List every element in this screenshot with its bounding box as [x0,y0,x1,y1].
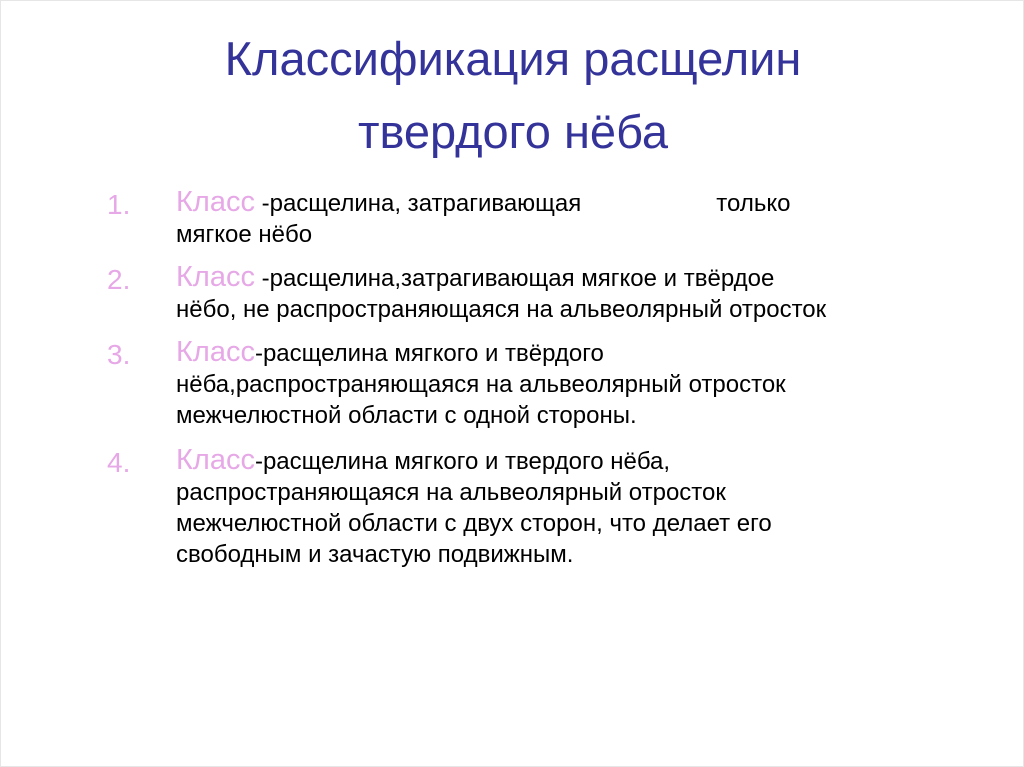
list-item-line: межчелюстной области с одной стороны. [176,402,637,429]
list-item-line [176,337,976,369]
list-item-line: распространяющаяся на альвеолярный отросток [176,479,726,506]
slide-title-line-2: твердого нёба [357,105,669,158]
list-item-number: 4. [107,447,131,478]
list-item-line: нёба,распространяющаяся на альвеолярный отросток [176,371,786,398]
list-item-text: -расщелина мягкого и твёрдого [254,340,604,367]
list-item-line: мягкое нёбо [176,221,313,248]
list-item-number: 2. [107,264,131,295]
list-item-line: нёбо, не распространяющаяся на альвеолярный отросток [176,296,827,323]
class-label: Класс [176,186,255,218]
list-item-line [176,445,976,477]
list-item [176,187,976,250]
list-item [176,445,976,570]
list-item-number: 1. [107,189,131,220]
list-item-line [176,262,976,294]
list-item-text: -расщелина,затрагивающая мягкое и твёрдое [254,265,775,292]
list-item [176,262,976,325]
list-item-line [176,187,976,219]
class-label: Класс [176,261,255,293]
list-item-text: -расщелина, затрагивающая [254,190,582,217]
list-item-text: только [716,190,791,217]
class-label: Класс [176,444,255,476]
slide-title-line-1: Классификация расщелин [224,32,802,85]
class-label: Класс [176,336,255,368]
list-item [176,337,976,431]
list-item-line: межчелюстной области с двух сторон, что делает его [176,510,772,537]
list-item-number: 3. [107,339,131,370]
list-item-text: -расщелина мягкого и твердого нёба, [254,448,671,475]
list-item-line: свободным и зачастую подвижным. [176,541,574,568]
